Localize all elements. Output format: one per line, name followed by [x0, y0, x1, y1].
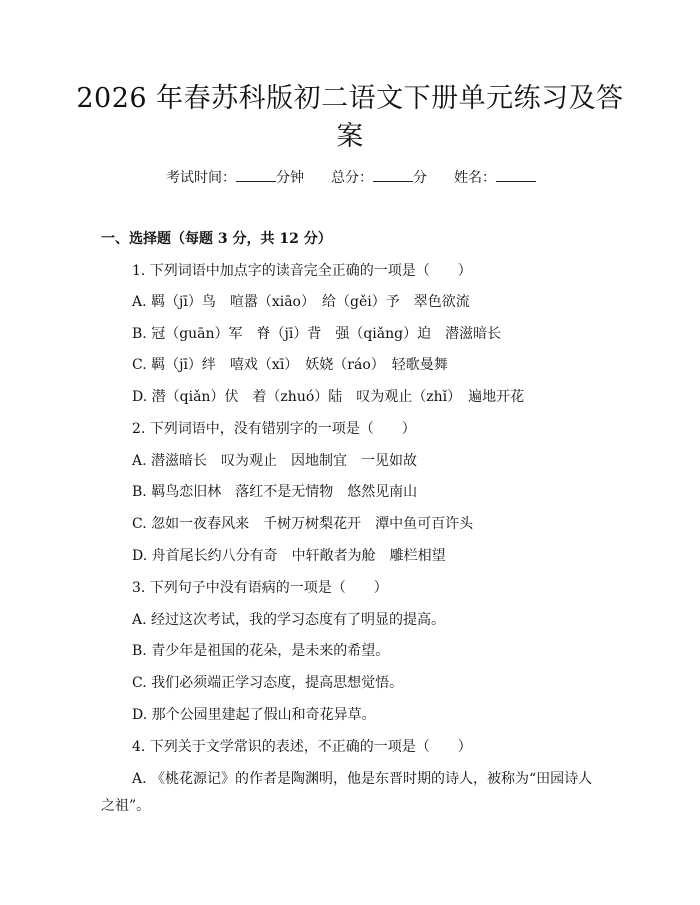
question-3-option-c: C. 我们必须端正学习态度，提高思想觉悟。 [132, 675, 404, 691]
question-2-option-d: D. 舟首尾长约八分有奇 中轩敞者为舱 雕栏相望 [132, 548, 446, 564]
section-heading: 一、选择题（每题 3 分，共 12 分） [101, 231, 332, 247]
student-name-blank [496, 167, 536, 182]
question-2-option-a: A. 潜滋暗长 叹为观止 因地制宜 一见如故 [132, 453, 418, 469]
question-1-option-c: C. 羁（jī）绊 嘻戏（xī） 妖娆（ráo） 轻歌曼舞 [132, 357, 448, 373]
exam-time-field [166, 167, 304, 188]
title-line-2: 案 [336, 121, 364, 152]
document-title [70, 80, 630, 156]
total-score-unit: 分 [413, 170, 427, 186]
question-1-option-a: A. 羁（jī）鸟 喧嚣（xiāo） 给（gěi）予 翠色欲流 [132, 294, 470, 310]
question-2-option-b: B. 羁鸟恋旧林 落红不是无情物 悠然见南山 [132, 484, 418, 500]
student-name-field [454, 167, 536, 188]
question-1-option-d: D. 潜（qiǎn）伏 着（zhuó）陆 叹为观止（zhǐ） 遍地开花 [132, 389, 525, 405]
exam-time-unit: 分钟 [276, 170, 304, 186]
question-3-option-b: B. 青少年是祖国的花朵，是未来的希望。 [132, 643, 390, 659]
exam-time-label: 考试时间： [166, 170, 236, 186]
question-1-stem: 1. 下列词语中加点字的读音完全正确的一项是（ ） [132, 263, 472, 279]
exam-time-blank [236, 167, 276, 182]
question-3-option-a: A. 经过这次考试，我的学习态度有了明显的提高。 [132, 612, 446, 628]
title-line-1: 2026 年春苏科版初二语文下册单元练习及答 [76, 83, 624, 114]
question-3-option-d: D. 那个公园里建起了假山和奇花异草。 [132, 707, 376, 723]
question-4-stem: 4. 下列关于文学常识的表述，不正确的一项是（ ） [132, 739, 472, 755]
total-score-label: 总分： [331, 170, 373, 186]
question-2-stem: 2. 下列词语中，没有错别字的一项是（ ） [132, 421, 416, 437]
total-score-blank [373, 167, 413, 182]
question-1-option-b: B. 冠（guān）军 脊（jī）背 强（qiǎng）迫 潜滋暗长 [132, 326, 502, 342]
total-score-field [331, 167, 427, 188]
question-2-option-c: C. 忽如一夜春风来 千树万树梨花开 潭中鱼可百许头 [132, 516, 474, 532]
question-3-stem: 3. 下列句子中没有语病的一项是（ ） [132, 580, 388, 596]
student-name-label: 姓名： [454, 170, 496, 186]
question-4-option-a: A. 《桃花源记》的作者是陶渊明，他是东晋时期的诗人，被称为“田园诗人之祖”。 [101, 771, 593, 814]
